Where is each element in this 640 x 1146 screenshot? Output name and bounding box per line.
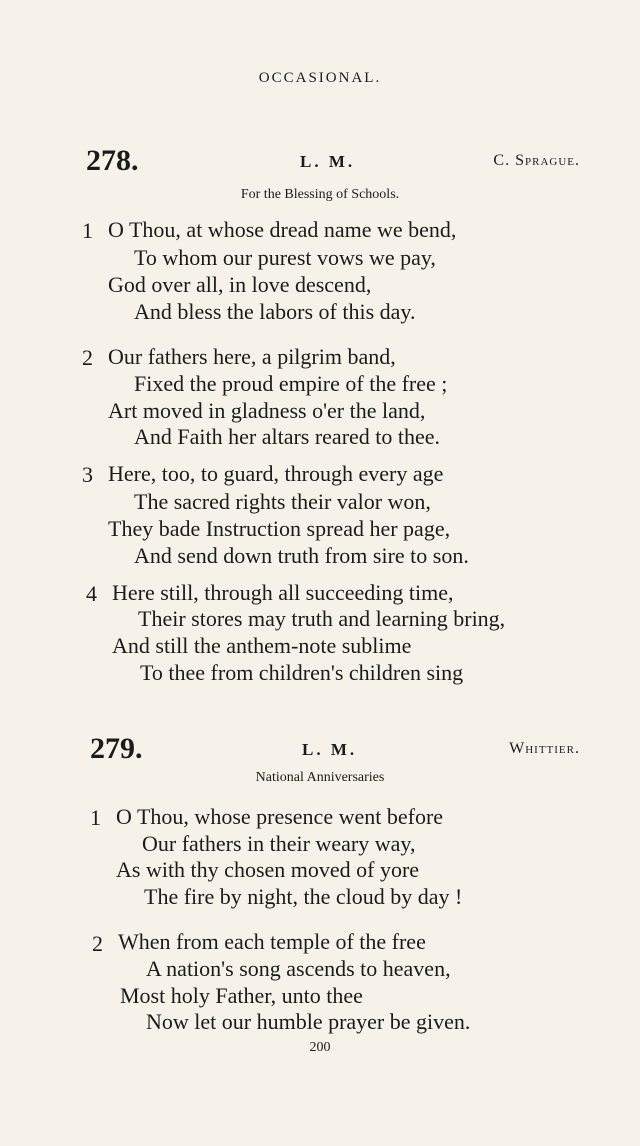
stanza-line: God over all, in love descend, [108,272,372,297]
stanza-number: 2 [92,931,103,956]
hymn-author: Whittier. [509,740,580,757]
stanza-line: Art moved in gladness o'er the land, [108,398,426,423]
stanza-line: A nation's song ascends to heaven, [146,956,451,981]
stanza-line: Their stores may truth and learning bring, [138,606,506,631]
stanza-line: Our fathers here, a pilgrim band, [108,344,396,369]
stanza-line: And Faith her altars reared to thee. [134,424,441,449]
running-head: OCCASIONAL. [258,70,382,86]
hymn-279-header [0,732,640,770]
hymn-meter: L. M. [300,152,356,171]
stanza-line: Now let our humble prayer be given. [146,1009,471,1034]
hymn-subtitle: National Anniversaries [255,770,385,785]
stanza-line: Here still, through all succeeding time, [112,580,454,605]
stanza-line: O Thou, whose presence went before [116,804,444,829]
hymn-number: 279. [90,732,143,765]
stanza-line: O Thou, at whose dread name we bend, [108,217,457,242]
hymn-278-header [0,144,640,182]
stanza-number: 4 [86,581,97,606]
stanza-number: 1 [82,218,93,243]
stanza-line: Our fathers in their weary way, [142,831,416,856]
stanza-line: Most holy Father, unto thee [120,983,363,1008]
stanza-number: 1 [90,805,101,830]
page-number: 200 [309,1040,331,1055]
stanza-line: The sacred rights their valor won, [134,489,431,514]
stanza-line: To thee from children's children sing [140,660,464,685]
stanza-line: The fire by night, the cloud by day ! [144,884,463,909]
stanza-line: Fixed the proud empire of the free ; [134,371,448,396]
stanza-line: As with thy chosen moved of yore [116,857,420,882]
stanza-number: 3 [82,462,93,487]
hymn-number: 278. [86,144,139,177]
stanza-line: And still the anthem-note sublime [112,633,412,658]
hymn-meter: L. M. [302,740,358,759]
stanza-line: Here, too, to guard, through every age [108,461,444,486]
hymn-author: C. Sprague. [493,152,580,169]
stanza-line: They bade Instruction spread her page, [108,516,451,541]
stanza-number: 2 [82,345,93,370]
stanza-line: And send down truth from sire to son. [134,543,469,568]
hymn-subtitle: For the Blessing of Schools. [240,187,400,202]
stanza-line: When from each temple of the free [118,929,426,954]
stanza-line: To whom our purest vows we pay, [134,245,436,270]
stanza-line: And bless the labors of this day. [134,299,416,324]
